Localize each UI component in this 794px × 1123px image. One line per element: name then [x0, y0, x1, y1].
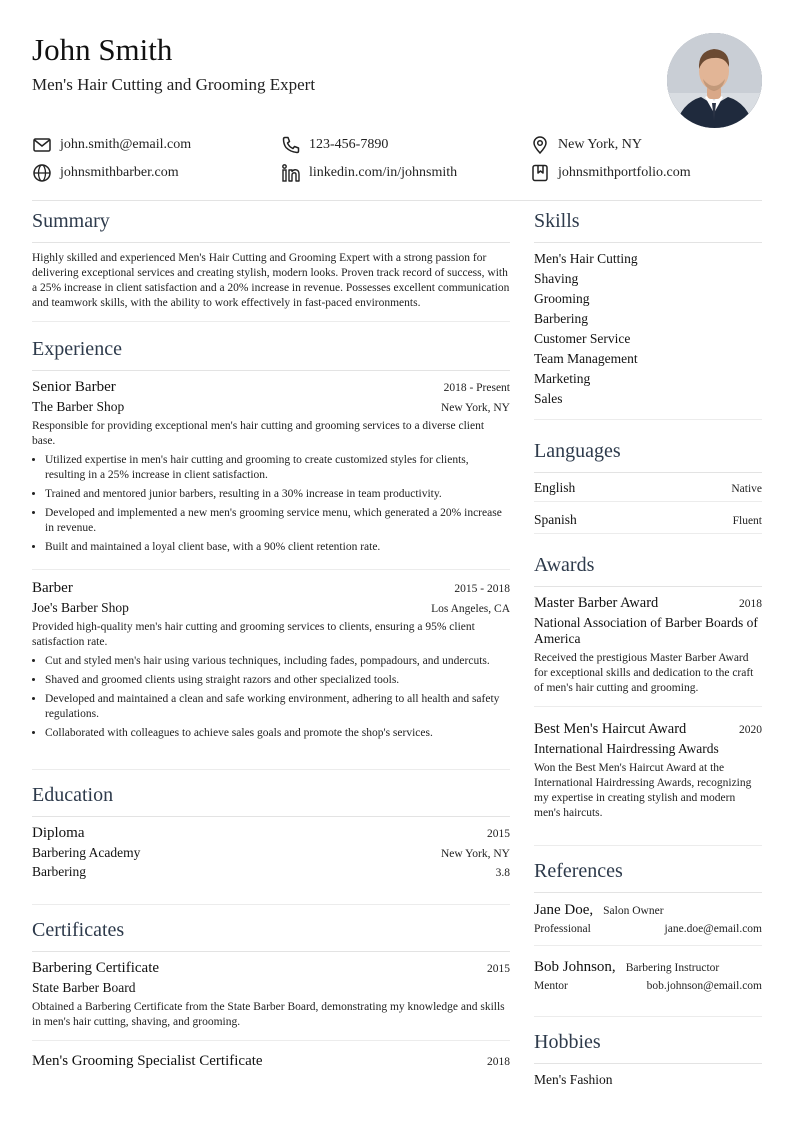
summary-section: [32, 208, 510, 322]
person-headline: Men's Hair Cutting and Grooming Expert: [32, 75, 316, 94]
skill-item: Marketing: [534, 371, 591, 386]
language-item: [534, 502, 762, 534]
experience-item: [32, 570, 510, 755]
skill-item: Men's Hair Cutting: [534, 251, 638, 266]
award-item: [534, 587, 762, 707]
certificate-year: 2015: [487, 963, 510, 975]
job-bullet: • Developed and maintained a clean and safe working environment, adhering to all health and safety regulations.: [45, 692, 510, 722]
education-location: New York, NY: [440, 848, 510, 860]
contact-phone[interactable]: [281, 134, 530, 156]
contact-location: [530, 134, 762, 156]
education-item: [32, 817, 510, 890]
contact-linkedin-text: linkedin.com/in/johnsmith: [309, 165, 458, 180]
education-degree: Diploma: [32, 825, 85, 841]
skill-item: Shaving: [534, 271, 579, 286]
award-issuer: International Hairdressing Awards: [534, 741, 719, 756]
award-name: Master Barber Award: [534, 595, 659, 611]
experience-section: [32, 336, 510, 755]
award-issuer: National Association of Barber Boards of America: [534, 615, 758, 646]
award-year: 2018: [739, 598, 762, 610]
job-title: Senior Barber: [32, 379, 116, 395]
award-description: Won the Best Men's Haircut Award at the International Hairdressing Awards, recognizing my expertise in creating stylish and modern men's haircuts.: [534, 762, 752, 819]
contact-portfolio[interactable]: [530, 162, 762, 184]
award-item: [534, 707, 762, 831]
experience-item: [32, 371, 510, 570]
skill-item: Customer Service: [534, 331, 631, 346]
languages-section: [534, 438, 762, 534]
summary-heading: Summary: [32, 208, 510, 243]
award-name: Best Men's Haircut Award: [534, 721, 687, 737]
contact-linkedin[interactable]: [281, 162, 530, 184]
award-year: 2020: [739, 724, 762, 736]
job-company: The Barber Shop: [32, 399, 125, 414]
certificate-year: 2018: [487, 1056, 510, 1068]
hobbies-section: [534, 1016, 762, 1090]
summary-text: Highly skilled and experienced Men's Hair Cutting and Grooming Expert with a strong passion for delivering exceptional services and creating stylish, modern looks. Proven track record of success, with a 25% increase in client satisfaction and a 20% increase in revenue. Possesses excellent communication and teamwork skills, with the ability to work effectively in fast-paced environments.: [32, 252, 510, 309]
education-heading: Education: [32, 782, 510, 817]
certificate-item: [32, 952, 510, 1041]
sidebar-column: [534, 208, 762, 1104]
certificate-name: Barbering Certificate: [32, 960, 160, 976]
skills-heading: Skills: [534, 208, 762, 243]
contact-list: [32, 134, 762, 184]
contact-location-text: New York, NY: [558, 137, 643, 152]
reference-position: Salon Owner: [603, 905, 664, 917]
experience-heading: Experience: [32, 336, 510, 371]
contact-website-text: johnsmithbarber.com: [60, 165, 179, 180]
certificate-item: [32, 1041, 510, 1080]
bookmark-icon: [530, 163, 550, 183]
education-year: 2015: [487, 828, 510, 840]
awards-section: [534, 552, 762, 831]
references-heading: References: [534, 858, 762, 893]
contact-email[interactable]: [32, 134, 281, 156]
education-gpa: 3.8: [495, 867, 510, 879]
skill-item: Grooming: [534, 291, 590, 306]
job-bullet: • Trained and mentored junior barbers, resulting in a 30% increase in team productivity.: [45, 487, 510, 502]
avatar: [667, 33, 762, 128]
education-field: Barbering: [32, 864, 86, 879]
job-bullets: [32, 654, 510, 741]
language-level: Native: [731, 483, 762, 495]
job-company: Joe's Barber Shop: [32, 600, 129, 615]
phone-icon: [281, 135, 301, 155]
job-bullet: • Cut and styled men's hair using various techniques, including fades, pompadours, and undercuts.: [45, 654, 510, 669]
job-bullet: • Built and maintained a loyal client base, with a 90% client retention rate.: [45, 540, 510, 555]
resume-header: [32, 30, 762, 130]
job-description: Provided high-quality men's hair cutting and grooming services to clients, ensuring a 95% client satisfaction rate.: [32, 621, 475, 648]
reference-item: [534, 893, 762, 946]
hobbies-heading: Hobbies: [534, 1029, 762, 1064]
language-level: Fluent: [732, 515, 762, 527]
reference-name: Bob Johnson,: [534, 959, 616, 975]
job-bullet: • Utilized expertise in men's hair cutting and grooming to create customized styles for clients, resulting in a 25% increase in client satisfaction.: [45, 453, 510, 483]
job-description: Responsible for providing exceptional men's hair cutting and grooming services to a diverse client base.: [32, 420, 485, 447]
reference-name: Jane Doe,: [534, 902, 594, 918]
education-section: [32, 769, 510, 890]
references-section: [534, 845, 762, 1002]
language-name: English: [534, 480, 576, 495]
job-location: Los Angeles, CA: [431, 603, 510, 615]
job-bullets: [32, 453, 510, 555]
language-item: [534, 473, 762, 502]
contact-email-text: john.smith@email.com: [60, 137, 192, 152]
location-icon: [530, 135, 550, 155]
job-title: Barber: [32, 580, 73, 596]
skill-item: Barbering: [534, 311, 588, 326]
header-divider: [32, 200, 762, 201]
certificate-name: Men's Grooming Specialist Certificate: [32, 1053, 263, 1069]
mail-icon: [32, 135, 52, 155]
avatar-portrait-image: [667, 33, 762, 128]
job-dates: 2018 - Present: [443, 382, 510, 394]
certificates-heading: Certificates: [32, 917, 510, 952]
reference-item: [534, 946, 762, 1002]
contact-portfolio-text: johnsmithportfolio.com: [558, 165, 691, 180]
languages-heading: Languages: [534, 438, 762, 473]
job-location: New York, NY: [440, 402, 510, 414]
job-bullet: • Developed and implemented a new men's grooming service menu, which generated a 20% increase in revenue.: [45, 506, 510, 536]
certificate-issuer: State Barber Board: [32, 980, 136, 995]
awards-heading: Awards: [534, 552, 762, 587]
job-bullet: • Shaved and groomed clients using straight razors and other specialized tools.: [45, 673, 510, 688]
skills-list: [534, 249, 762, 420]
globe-icon: [32, 163, 52, 183]
reference-email[interactable]: jane.doe@email.com: [664, 923, 762, 935]
reference-position: Barbering Instructor: [625, 962, 720, 974]
reference-email[interactable]: bob.johnson@email.com: [646, 980, 762, 992]
linkedin-icon: [281, 163, 301, 183]
job-bullet: • Collaborated with colleagues to achieve sales goals and promote the shop's services.: [45, 726, 510, 741]
main-column: [32, 208, 510, 1094]
language-name: Spanish: [534, 512, 577, 527]
skill-item: Sales: [534, 391, 563, 406]
award-description: Received the prestigious Master Barber Award for exceptional skills and dedication to the craft of men's hair cutting and grooming.: [534, 652, 754, 694]
certificate-description: Obtained a Barbering Certificate from the State Barber Board, demonstrating my knowledge and skills in men's hair cutting, shaving, and grooming.: [32, 1001, 505, 1028]
skill-item: Team Management: [534, 351, 638, 366]
contact-website[interactable]: [32, 162, 281, 184]
job-dates: 2015 - 2018: [454, 583, 510, 595]
certificates-section: [32, 904, 510, 1080]
contact-phone-text: 123-456-7890: [309, 137, 389, 152]
person-name: John Smith: [32, 32, 173, 67]
education-school: Barbering Academy: [32, 845, 141, 860]
skills-section: [534, 208, 762, 420]
hobby-item: Men's Fashion: [534, 1072, 613, 1087]
reference-relation: Mentor: [534, 980, 568, 992]
reference-relation: Professional: [534, 923, 591, 935]
